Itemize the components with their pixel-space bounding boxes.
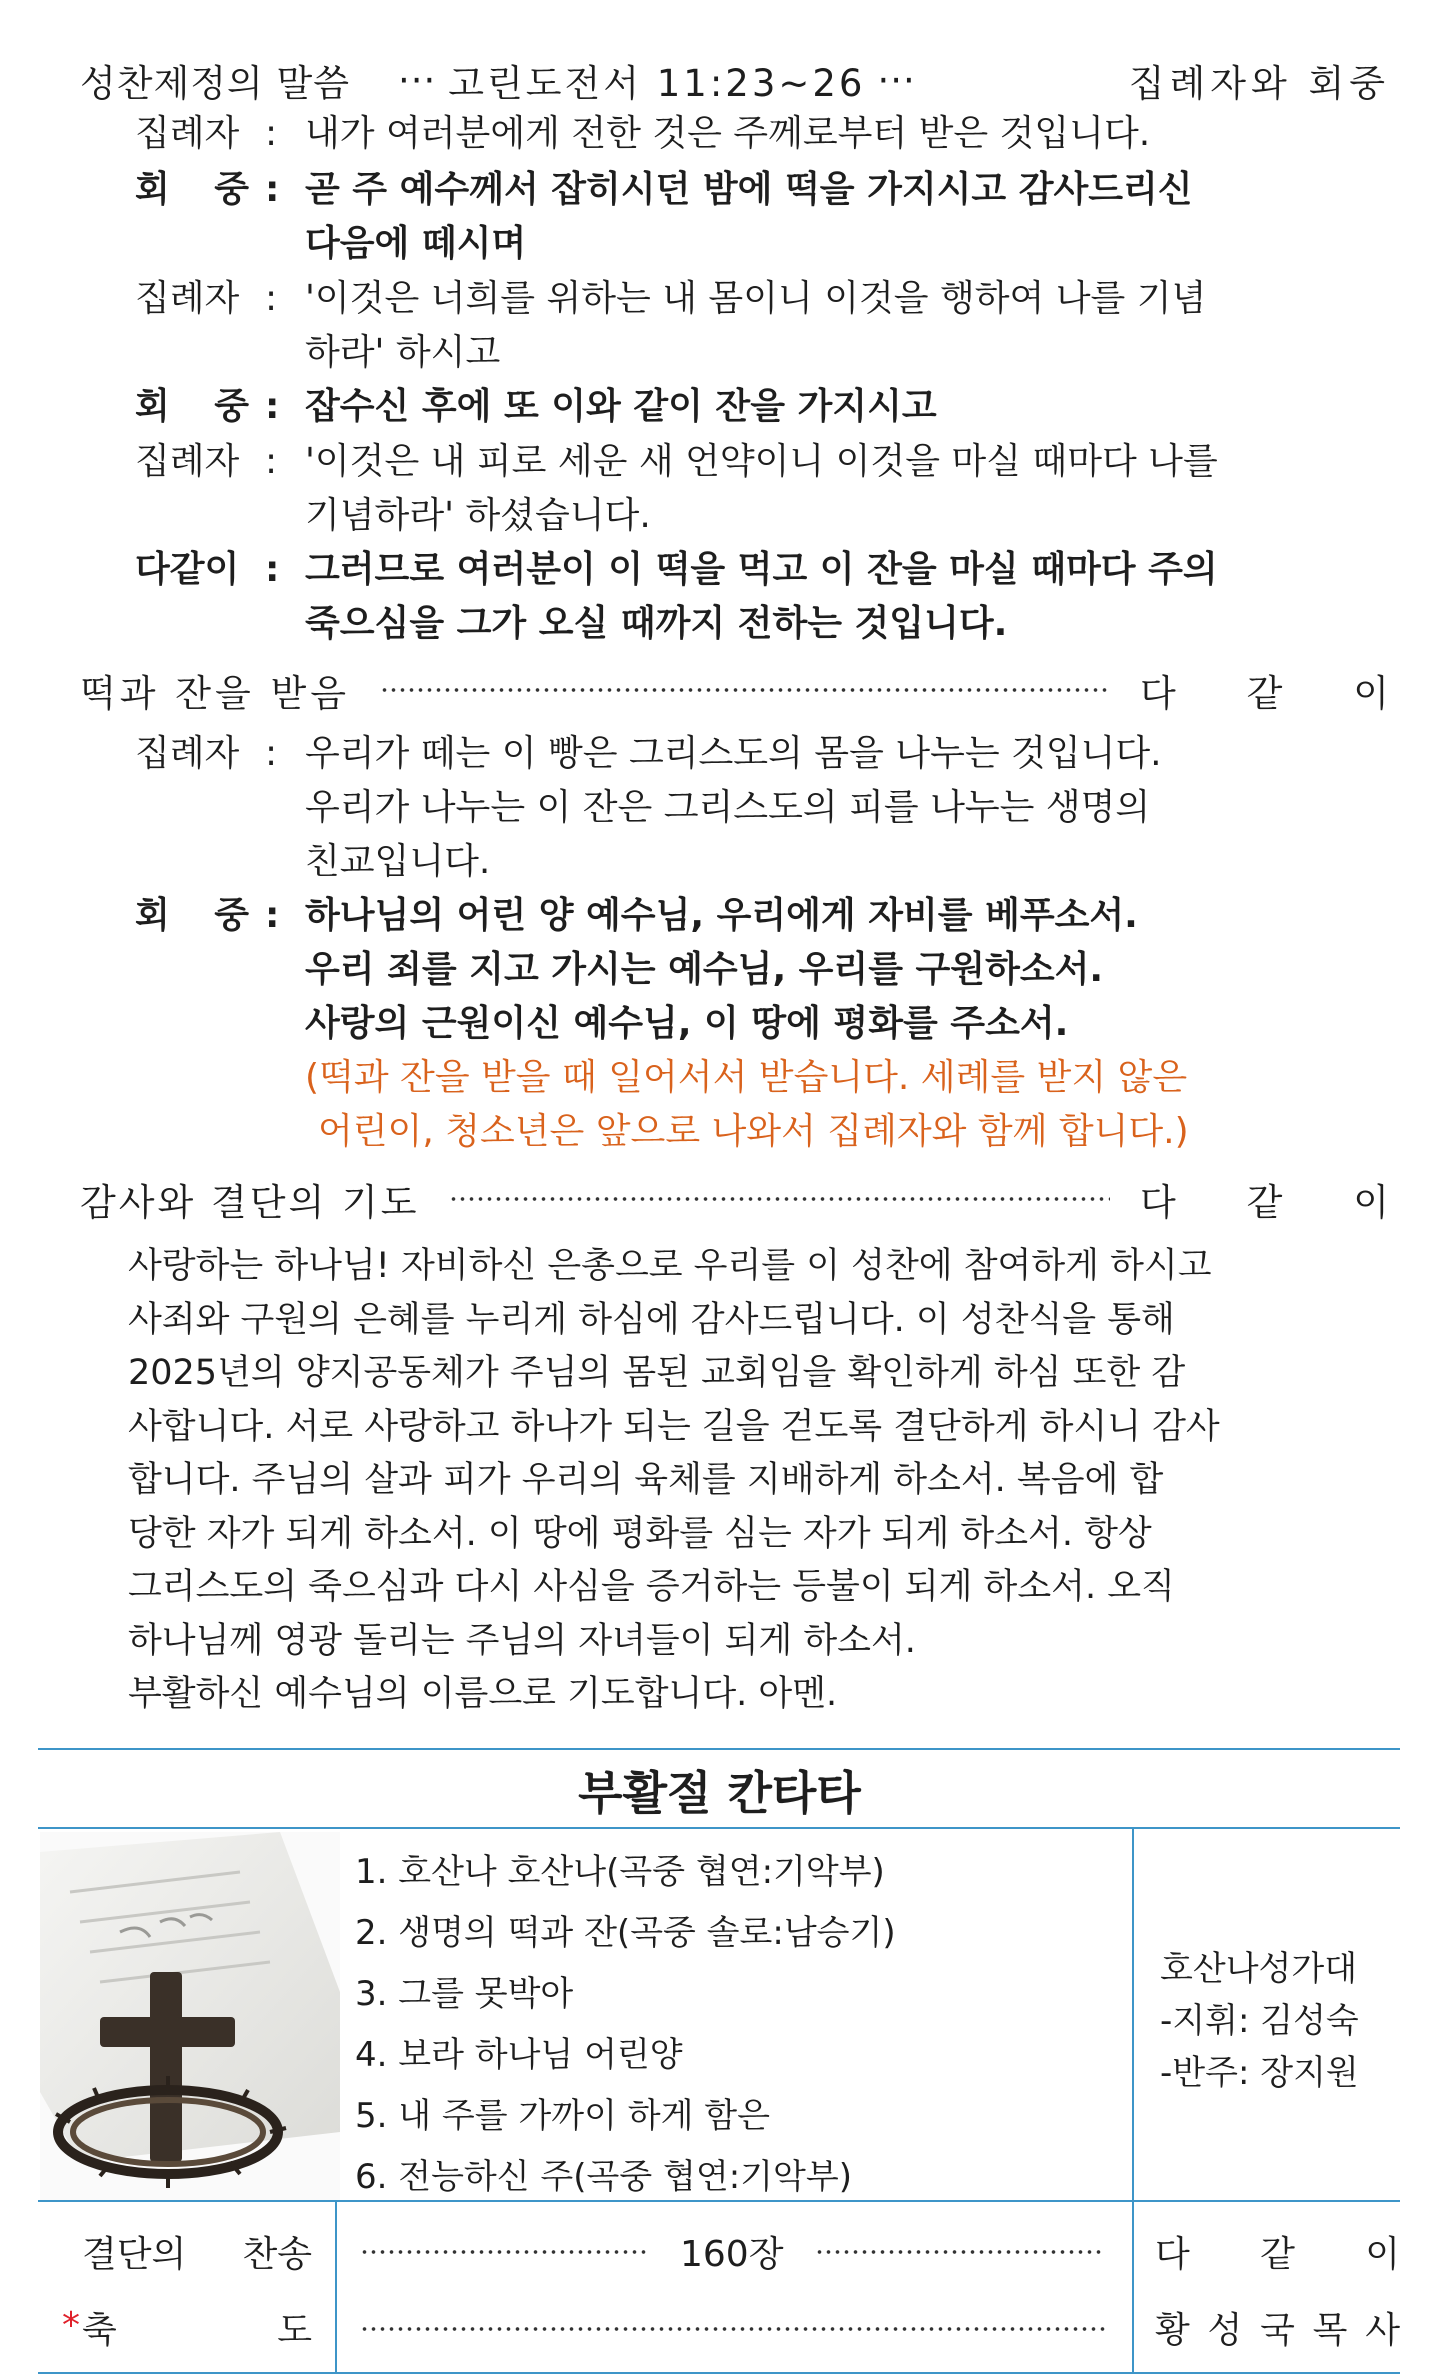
line-text: 죽으심을 그가 오실 때까지 전하는 것입니다. — [305, 603, 1008, 644]
prayer-line: 2025년의 양지공동체가 주님의 몸된 교회임을 확인하게 하심 또한 감 — [128, 1353, 1186, 1393]
cross-thorns-image — [40, 1832, 340, 2202]
bottom-box-rule — [38, 2200, 1400, 2202]
bulletin-page: 성찬제정의 말씀 ··· 고린도전서 11:23~26 ··· 집례자와 회중 집례자 : 내가 여러분에게 전한 것은 주께로부터 받은 것입니다. 회 중 : 곧 주 예수께서 잡히시던 밤에 떡을 가지시고 감사드리신 다음에 떼시며 집례자 : '이것은 너희를 위하는 내 몸이니 이것을 행하여 나를 기념 하라' 하시고 회 중 : 잡수신 후에 또 이와 같이 잔을 가지시고 집례자 : '이것은 내 피로 세운 새 언약이니 이것을 마실 때마다 나를 기념하라' 하셨습니다. 다같이 : 그러므로 여러분이 이 떡을 먹고 이 잔을 마실 때마다 주의 죽으심을 그가 오실 때까지 전하는 것입니다. 떡과 잔을 받음 다 같 이 집례자 : 우리가 떼는 이 빵은 그리스도의 몸을 나누는 것입니다. 우리가 나누는 이 잔은 그리스도의 피를 나누는 생명의 친교입니다. 회 중 : 하나님의 어린 양 예수님, 우리에게 자비를 베푸소서. 우리 죄를 지고 가시는 예수님, 우리를 구원하소서. 사랑의 근원이신 예수님, 이 땅에 평화를 주소서. (떡과 잔을 받을 때 일어서서 받습니다. 세례를 받지 않은 어린이, 청소년은 앞으로 나와서 집례자와 함께 합니다.) 감사와 결단의 기도 다 같 이 사랑하는 하나님! 자비하신 은총으로 우리를 이 성찬에 참여하게 하시고 사죄와 구원의 은혜를 누리게 하심에 감사드립니다. 이 성찬식을 통해 2025년의 양지공동체가 주님의 몸된 교회임을 확인하게 하심 또한 감 사합니다. 서로 사랑하고 하나가 되는 길을 걷도록 결단하게 하시니 감사 합니다. 주님의 살과 피가 우리의 육체를 지배하게 하소서. 복음에 합 당한 자가 되게 하소서. 이 땅에 평화를 심는 자가 되게 하소서. 항상 그리스도의 죽으심과 다시 사심을 증거하는 등불이 되게 하소서. 오직 하나님께 영광 돌리는 주님의 자녀들이 되게 하소서. 부활하신 예수님의 이름으로 기도합니다. 아멘. 부활절 칸타타 1. 호산나 호산나(곡중 협연:기악부) 2. 생명의 떡과 잔(곡중 솔로:남승기) 3. 그를 못박아 4. 보라 하나님 어린양 5. 내 주를 가까이 하게 함은 6. 전능하신 주(곡중 협연:기악부) 호산나성가대 -지휘: 김성숙 -반주: 장지원 결단의 찬송 160장 다 같 이 * 축 도 황 성 국 목 사 — [0, 0, 1439, 2379]
prayer-line: 하나님께 영광 돌리는 주님의 자녀들이 되게 하소서. — [128, 1620, 916, 1661]
prayer-line: 사죄와 구원의 은혜를 누리게 하심에 감사드립니다. 이 성찬식을 통해 — [128, 1299, 1175, 1340]
accompanist: -반주: 장지원 — [1160, 2053, 1359, 2093]
column-rule — [1132, 2202, 1134, 2372]
speaker-label: 집례자 — [135, 113, 240, 154]
list-item: 6. 전능하신 주(곡중 협연:기악부) — [355, 2157, 852, 2197]
leader-dots — [449, 1197, 1110, 1201]
speaker-label: 회 중 — [135, 386, 250, 427]
communion-words-heading — [80, 52, 1390, 108]
line-text: 하라' 하시고 — [305, 332, 501, 373]
performer-label: 다 같 이 — [1140, 672, 1390, 715]
prayer-line: 사랑하는 하나님! 자비하신 은총으로 우리를 이 성찬에 참여하게 하시고 — [128, 1246, 1212, 1286]
star-mark: * — [62, 2305, 80, 2346]
performer-label: 황 성 국 목 사 — [1155, 2310, 1400, 2351]
line-text: 다음에 떼시며 — [305, 223, 527, 264]
section-title: 성찬제정의 말씀 — [80, 62, 350, 105]
speaker-label: 집례자 — [135, 441, 240, 482]
hymn-label: 결단의 찬송 — [82, 2234, 312, 2275]
choir-info — [1160, 1943, 1359, 2099]
list-item: 2. 생명의 떡과 잔(곡중 솔로:남승기) — [355, 1913, 896, 1953]
line-text: 잡수신 후에 또 이와 같이 잔을 가지시고 — [305, 386, 937, 427]
line-text: 내가 여러분에게 전한 것은 주께로부터 받은 것입니다. — [305, 113, 1151, 154]
prayer-line: 그리스도의 죽으심과 다시 사심을 증거하는 등불이 되게 하소서. 오직 — [128, 1567, 1175, 1607]
choir-name: 호산나성가대 — [1160, 1949, 1358, 1989]
conductor: -지휘: 김성숙 — [1160, 2001, 1359, 2041]
footer-rule — [38, 2372, 1400, 2374]
song-list — [355, 1842, 896, 2208]
line-text: 우리가 나누는 이 잔은 그리스도의 피를 나누는 생명의 — [305, 787, 1151, 828]
section-title: 떡과 잔을 받음 — [80, 672, 350, 715]
speaker-label: 다같이 — [135, 549, 240, 590]
leader-dots — [815, 2250, 1105, 2254]
ellipsis: ··· — [397, 58, 437, 102]
title-rule — [38, 1827, 1400, 1829]
column-rule — [335, 2202, 337, 2372]
performer-label: 다 같 이 — [1155, 2234, 1400, 2275]
prayer-line: 당한 자가 되게 하소서. 이 땅에 평화를 심는 자가 되게 하소서. 항상 — [128, 1513, 1152, 1554]
prayer-text — [128, 1240, 1338, 1722]
column-rule — [1132, 1828, 1134, 2200]
performer-label: 집례자와 회중 — [1128, 62, 1390, 105]
leader-dots — [380, 688, 1110, 692]
speaker-label: 집례자 — [135, 278, 240, 319]
speaker-label: 집례자 — [135, 733, 240, 774]
note-text: (떡과 잔을 받을 때 일어서서 받습니다. 세례를 받지 않은 — [305, 1057, 1188, 1098]
receiving-heading — [80, 662, 1390, 718]
cantata-title: 부활절 칸타타 — [578, 1766, 861, 1820]
line-text: 기념하라' 하셨습니다. — [305, 495, 651, 536]
line-text: 친교입니다. — [305, 841, 491, 882]
speaker-label: 회 중 — [135, 895, 250, 936]
leader-dots — [360, 2250, 650, 2254]
section-title: 감사와 결단의 기도 — [80, 1181, 420, 1224]
prayer-line: 부활하신 예수님의 이름으로 기도합니다. 아멘. — [128, 1674, 838, 1714]
prayer-line: 사합니다. 서로 사랑하고 하나가 되는 길을 걷도록 결단하게 하시니 감사 — [128, 1406, 1220, 1447]
top-rule — [38, 1748, 1400, 1750]
line-text: 우리가 떼는 이 빵은 그리스도의 몸을 나누는 것입니다. — [305, 733, 1162, 774]
cross-icon — [40, 1832, 340, 2202]
benediction-label: 축 도 — [82, 2310, 312, 2351]
line-text: 하나님의 어린 양 예수님, 우리에게 자비를 베푸소서. — [305, 895, 1138, 936]
list-item: 4. 보라 하나님 어린양 — [355, 2035, 683, 2075]
leader-dots — [360, 2327, 1105, 2331]
list-item: 3. 그를 못박아 — [355, 1974, 574, 2014]
line-text: '이것은 너희를 위하는 내 몸이니 이것을 행하여 나를 기념 — [305, 278, 1207, 319]
list-item: 5. 내 주를 가까이 하게 함은 — [355, 2096, 770, 2136]
ellipsis: ··· — [877, 58, 916, 102]
hymn-number: 160장 — [680, 2234, 784, 2275]
line-text: 곧 주 예수께서 잡히시던 밤에 떡을 가지시고 감사드리신 — [305, 169, 1193, 210]
line-text: 우리 죄를 지고 가시는 예수님, 우리를 구원하소서. — [305, 949, 1104, 990]
note-text: 어린이, 청소년은 앞으로 나와서 집례자와 함께 합니다.) — [318, 1111, 1189, 1152]
prayer-line: 합니다. 주님의 살과 피가 우리의 육체를 지배하게 하소서. 복음에 합 — [128, 1460, 1164, 1500]
line-text: 그러므로 여러분이 이 떡을 먹고 이 잔을 마실 때마다 주의 — [305, 549, 1218, 590]
scripture-reference: 고린도전서 11:23~26 — [448, 62, 866, 105]
prayer-heading — [80, 1171, 1390, 1227]
performer-label: 다 같 이 — [1140, 1181, 1390, 1224]
line-text: 사랑의 근원이신 예수님, 이 땅에 평화를 주소서. — [305, 1003, 1069, 1044]
line-text: '이것은 내 피로 세운 새 언약이니 이것을 마실 때마다 나를 — [305, 441, 1218, 482]
speaker-label: 회 중 — [135, 169, 250, 210]
list-item: 1. 호산나 호산나(곡중 협연:기악부) — [355, 1852, 885, 1892]
